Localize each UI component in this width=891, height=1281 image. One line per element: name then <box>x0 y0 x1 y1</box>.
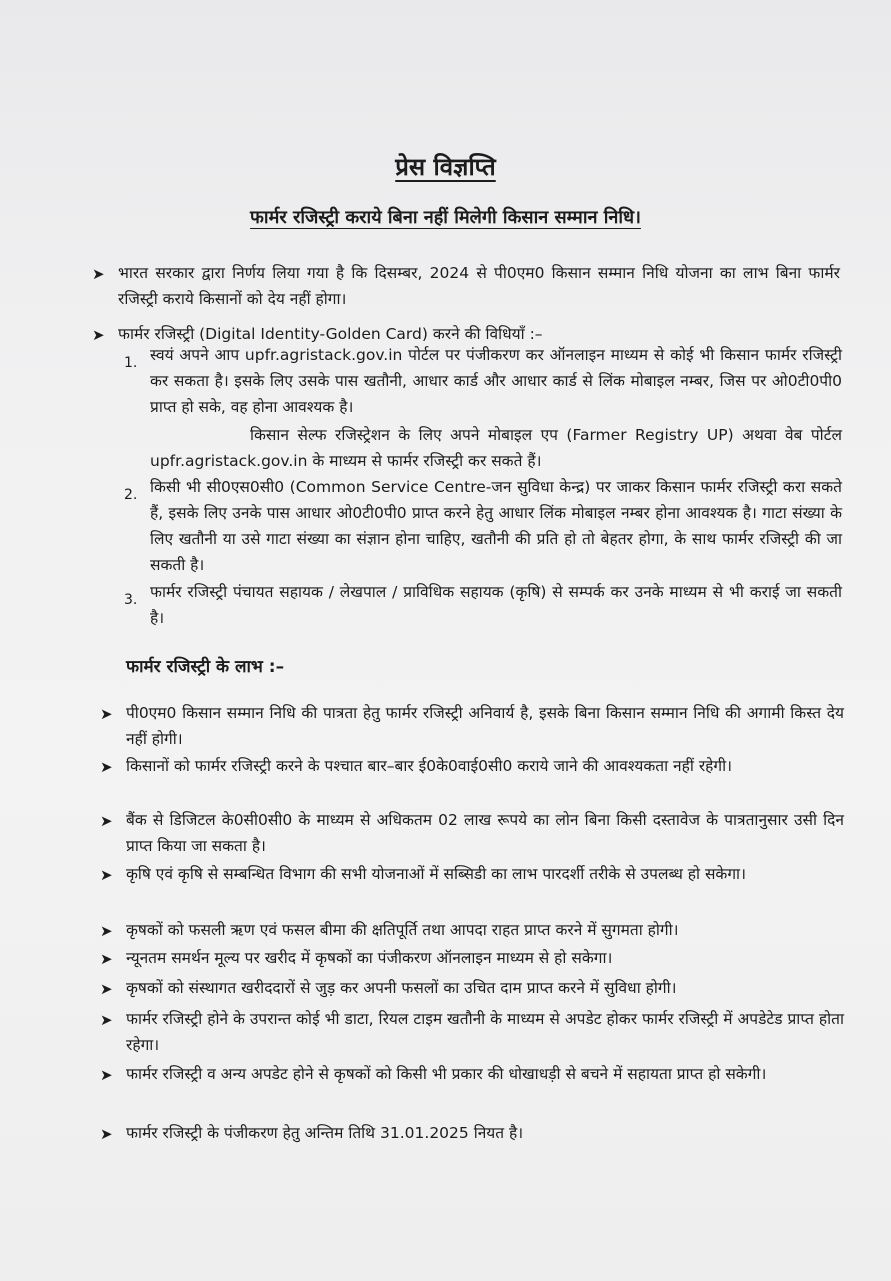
benefit-item: न्यूनतम समर्थन मूल्य पर खरीद में कृषकों का पंजीकरण ऑनलाइन माध्यम से हो सकेगा। <box>126 949 613 967</box>
intro-item: भारत सरकार द्वारा निर्णय लिया गया है कि दिसम्बर, 2024 से पी0एम0 किसान सम्मान निधि योजना का लाभ बिना फार्मर रजिस्ट्री कराये किसानों को देय नहीं होगा। <box>118 264 840 308</box>
arrow-bullet-icon: ➤ <box>100 705 113 723</box>
arrow-bullet-icon: ➤ <box>100 980 113 998</box>
arrow-bullet-icon: ➤ <box>100 950 113 968</box>
arrow-bullet-icon: ➤ <box>100 1066 113 1084</box>
intro-item: फार्मर रजिस्ट्री (Digital Identity-Golden Card) करने की विधियाँ :– <box>118 325 543 343</box>
arrow-bullet-icon: ➤ <box>92 326 105 344</box>
benefit-item: पी0एम0 किसान सम्मान निधि की पात्रता हेतु फार्मर रजिस्ट्री अनिवार्य है, इसके बिना किसान सम्मान निधि की अगामी किस्त देय नहीं होगी। <box>126 704 844 748</box>
method-item: फार्मर रजिस्ट्री पंचायत सहायक / लेखपाल / प्राविधिक सहायक (कृषि) से सम्पर्क कर उनके माध्यम से भी कराई जा सकती है। <box>150 583 842 627</box>
benefit-item: फार्मर रजिस्ट्री के पंजीकरण हेतु अन्तिम तिथि 31.01.2025 नियत है। <box>126 1124 524 1142</box>
method-number: 1. <box>124 355 138 371</box>
method-item: किसी भी सी0एस0सी0 (Common Service Centre-जन सुविधा केन्द्र) पर जाकर किसान फार्मर रजिस्ट्री करा सकते हैं, इसके लिए उनके पास आधार ओ0टी0पी0 प्राप्त करने हेतु आधार लिंक मोबाइल नम्बर होना आवश्यक है। गाटा संख्या के लिए खतौनी या उसे गाटा संख्या का संज्ञान होना चाहिए, खतौनी की प्रति हो तो बेहतर होगा, के साथ फार्मर रजिस्ट्री की जा सकती है। <box>150 478 842 574</box>
method-item-continued-text: किसान सेल्फ रजिस्ट्रेशन के लिए अपने मोबाइल एप (Farmer Registry UP) अथवा वेब पोर्टल upfr.agristack.gov.in के माध्यम से फार्मर रजिस्ट्री कर सकते हैं। <box>150 426 842 470</box>
benefit-item: फार्मर रजिस्ट्री होने के उपरान्त कोई भी डाटा, रियल टाइम खतौनी के माध्यम से अपडेट होकर फार्मर रजिस्ट्री में अपडेटेड प्राप्त होता रहेगा। <box>126 1010 844 1054</box>
arrow-bullet-icon: ➤ <box>100 812 113 830</box>
benefit-item: कृषकों को संस्थागत खरीददारों से जुड़ कर अपनी फसलों का उचित दाम प्राप्त करने में सुविधा होगी। <box>126 979 677 997</box>
arrow-bullet-icon: ➤ <box>100 922 113 940</box>
benefit-item: कृषकों को फसली ऋण एवं फसल बीमा की क्षतिपूर्ति तथा आपदा राहत प्राप्त करने में सुगमता होगी। <box>126 921 679 939</box>
benefit-item: फार्मर रजिस्ट्री व अन्य अपडेट होने से कृषकों को किसी भी प्रकार की धोखाधड़ी से बचने में सहायता प्राप्त हो सकेगी। <box>126 1065 767 1083</box>
benefit-item: बैंक से डिजिटल के0सी0सी0 के माध्यम से अधिकतम 02 लाख रूपये का लोन बिना किसी दस्तावेज के पात्रतानुसार उसी दिन प्राप्त किया जा सकता है। <box>126 811 844 855</box>
benefits-heading: फार्मर रजिस्ट्री के लाभ :– <box>126 657 285 677</box>
method-item: स्वयं अपने आप upfr.agristack.gov.in पोर्टल पर पंजीकरण कर ऑनलाइन माध्यम से कोई भी किसान फार्मर रजिस्ट्री कर सकता है। इसके लिए उसके पास खतौनी, आधार कार्ड और आधार कार्ड से लिंक मोबाइल नम्बर, जिस पर ओ0टी0पी0 प्राप्त हो सके, वह होना आवश्यक है। <box>150 346 842 416</box>
benefit-item: किसानों को फार्मर रजिस्ट्री करने के पश्चात बार–बार ई0के0वाई0सी0 कराये जाने की आवश्यकता नहीं रहेगी। <box>126 757 733 775</box>
arrow-bullet-icon: ➤ <box>100 866 113 884</box>
method-item-continued <box>150 422 842 474</box>
benefit-item: कृषि एवं कृषि से सम्बन्धित विभाग की सभी योजनाओं में सब्सिडी का लाभ पारदर्शी तरीके से उपलब्ध हो सकेगा। <box>126 865 746 883</box>
method-number: 2. <box>124 487 138 503</box>
method-number: 3. <box>124 592 138 608</box>
arrow-bullet-icon: ➤ <box>92 265 105 283</box>
document-subtitle: फार्मर रजिस्ट्री कराये बिना नहीं मिलेगी किसान सम्मान निधि। <box>250 207 641 228</box>
arrow-bullet-icon: ➤ <box>100 758 113 776</box>
document-title: प्रेस विज्ञप्ति <box>395 153 496 181</box>
arrow-bullet-icon: ➤ <box>100 1011 113 1029</box>
arrow-bullet-icon: ➤ <box>100 1125 113 1143</box>
